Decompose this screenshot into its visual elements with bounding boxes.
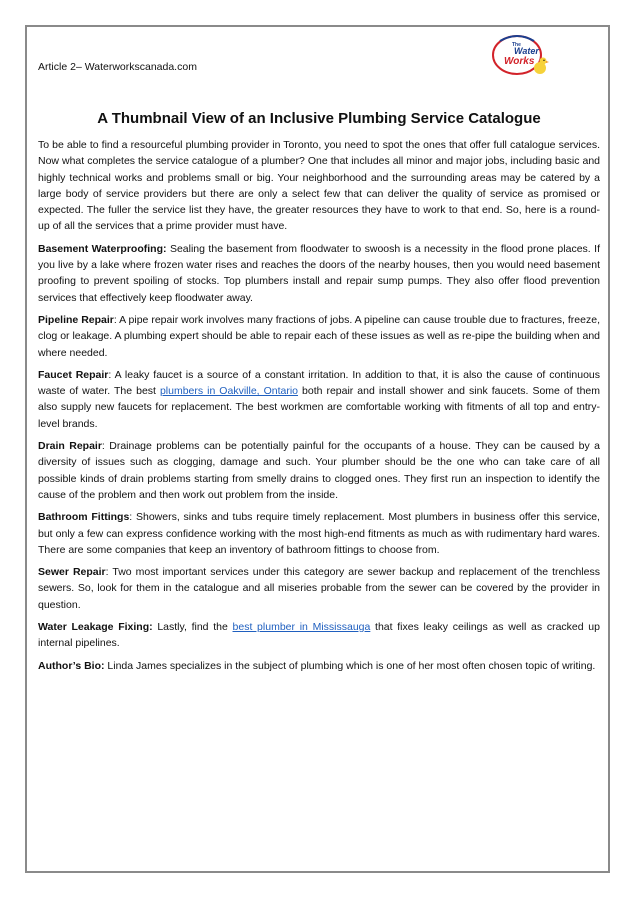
- page-title: A Thumbnail View of an Inclusive Plumbing Service Catalogue: [97, 110, 541, 127]
- section-author-bio: [38, 658, 600, 674]
- section-text: : Showers, sinks and tubs require timely replacement. Most plumbers in business offer this service, but only a few can express confidence working with the most high-end fitments as much as with rudimentary hard wares. There are some companies that keep an inventory of bathroom fittings to choose from.: [38, 511, 600, 556]
- section-text: that fixes leaky ceilings as well as cracked up internal pipelines.: [38, 621, 600, 650]
- logo-line2: Water: [514, 46, 539, 56]
- section-text: Sealing the basement from floodwater to swoosh is a necessity in the flood prone places. If you live by a lake where frozen water rises and reaches the doors of the nearby houses, then you would need basement proofing to prevent spoiling of stocks. Top plumbers install and repair sump pumps. They also offer flood prevention services that effectively keep floodwater away.: [38, 242, 600, 304]
- section-heading: Sewer Repair: [38, 566, 106, 579]
- section-text: Linda James specializes in the subject of plumbing which is one of her most often chosen topic of writing.: [104, 659, 596, 672]
- logo-line3: Works: [504, 56, 535, 67]
- article-label: Article 2: [38, 61, 76, 73]
- section-text: both repair and install shower and sink faucets. Some of them also supply new faucets for replacement. The best workmen are comfortable working with fitments of all top and entry-level brands.: [38, 385, 600, 430]
- section-water-leakage-fixing: [38, 619, 600, 652]
- section-heading: Water Leakage Fixing:: [38, 621, 153, 634]
- article-header: [38, 61, 197, 73]
- logo-line1: The: [512, 42, 521, 48]
- section-bathroom-fittings: [38, 509, 600, 558]
- duck-head-icon: [540, 58, 547, 65]
- oakville-plumbers-link[interactable]: plumbers in Oakville, Ontario: [159, 385, 299, 398]
- section-heading: Author’s Bio:: [38, 659, 105, 672]
- section-sewer-repair: [38, 564, 600, 613]
- section-heading: Pipeline Repair: [38, 313, 114, 326]
- section-text: : Drainage problems can be potentially painful for the occupants of a house. They can be caused by a diversity of issues such as clogging, damage and such. Your plumber should be the one who can take care of all possible kinds of drain problems starting from smelly drains to clogged ones. They first run an inspection to identify the cause of the problem and then work out problem from the inside.: [38, 440, 600, 501]
- article-body: [38, 137, 600, 680]
- duck-beak-icon: [546, 61, 549, 63]
- duck-eye-icon: [543, 60, 544, 61]
- site-name: Waterworkscanada.com: [84, 61, 197, 73]
- section-text: : A pipe repair work involves many fractions of jobs. A pipeline can cause trouble due to fractures, freeze, clog or leakage. A plumbing expert should be able to repair each of these issues as well as re-pipe the building when and where needed.: [38, 313, 600, 359]
- header-separator: –: [75, 61, 82, 73]
- section-text: : A leaky faucet is a source of a constant irritation. In addition to that, it is also the cause of continuous waste of water. The best: [38, 368, 600, 398]
- section-heading: Drain Repair: [38, 440, 102, 453]
- water-works-logo: [490, 33, 550, 79]
- section-basement-waterproofing: [38, 241, 600, 306]
- section-faucet-repair: [38, 367, 600, 432]
- section-drain-repair: [38, 438, 600, 503]
- section-heading: Bathroom Fittings: [38, 511, 130, 524]
- section-text: Lastly, find the: [152, 621, 233, 634]
- section-heading: Basement Waterproofing:: [38, 242, 167, 255]
- section-pipeline-repair: [38, 312, 600, 361]
- section-text: : Two most important services under this category are sewer backup and replacement of the trenchless sewers. So, look for them in the catalogue and all miseries probable from the sewer can be covered by the provider in question.: [38, 566, 600, 611]
- intro-paragraph: To be able to find a resourceful plumbing provider in Toronto, you need to spot the ones that offer full catalogue services. Now what completes the service catalogue of a plumber? One that includes all minor and major jobs, including basic and highly technical works and problems small or big. Your neighborhood and the surrounding areas may be catered by a large body of service providers but there are only a select few that can deliver the quality of service as promised or expected. The fuller the service list they have, the greater resources they have to work to that end. So, here is a round-up of all the services that a prime provider must have.: [38, 139, 600, 233]
- section-heading: Faucet Repair: [38, 368, 109, 381]
- mississauga-plumber-link[interactable]: best plumber in Mississauga: [232, 621, 371, 634]
